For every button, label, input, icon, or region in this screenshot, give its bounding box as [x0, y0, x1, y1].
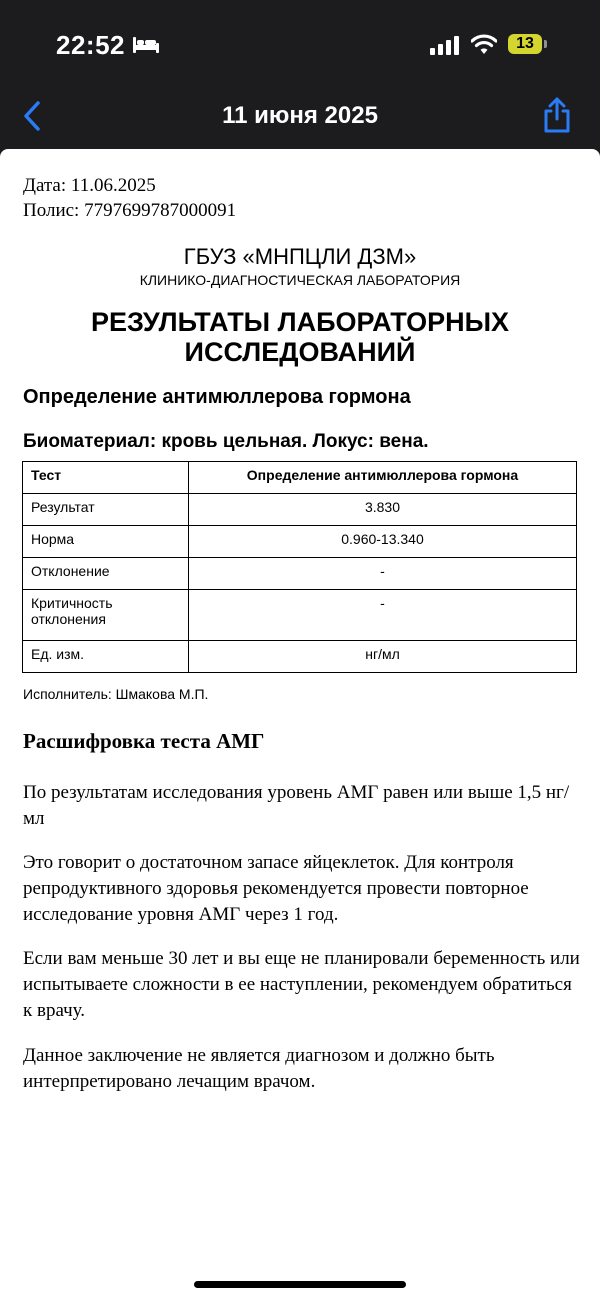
- share-button[interactable]: [538, 96, 576, 134]
- nav-bar: [0, 90, 600, 148]
- test-heading: Определение антимюллерова гормона: [23, 386, 411, 408]
- row-label: Норма: [23, 526, 189, 558]
- date-line: Дата: 11.06.2025: [23, 175, 156, 196]
- battery-level: 13: [516, 35, 534, 52]
- table-row: [23, 590, 577, 641]
- performer-line: Исполнитель: Шмакова М.П.: [23, 686, 209, 702]
- row-label: Результат: [23, 494, 189, 526]
- row-value: нг/мл: [189, 641, 577, 673]
- nav-title: 11 июня 2025: [222, 102, 378, 129]
- table-header-row: [23, 462, 577, 494]
- table-row: [23, 494, 577, 526]
- table-row: [23, 641, 577, 673]
- biomaterial-line: Биоматериал: кровь цельная. Локус: вена.: [23, 431, 429, 452]
- organization-name: ГБУЗ «МНПЦЛИ ДЗМ»: [183, 244, 417, 269]
- row-value: -: [189, 590, 577, 641]
- results-table: [22, 461, 577, 673]
- table-header-cell: Определение антимюллерова гормона: [189, 462, 577, 494]
- paragraph: Это говорит о достаточном запасе яйцеклеток. Для контроля репродуктивного здоровья рекомендуется провести повторное исследование уровня АМГ через 1 год.: [23, 852, 529, 925]
- battery-icon: [508, 34, 542, 54]
- paragraph: По результатам исследования уровень АМГ равен или выше 1,5 нг/мл: [23, 782, 570, 829]
- policy-line: Полис: 7797699787000091: [23, 200, 237, 221]
- paragraph: Данное заключение не является диагнозом и должно быть интерпретировано лечащим врачом.: [23, 1045, 495, 1092]
- sleep-bed-icon: [132, 36, 160, 54]
- status-bar: [0, 0, 600, 90]
- row-label: Отклонение: [23, 558, 189, 590]
- row-value: 0.960-13.340: [189, 526, 577, 558]
- document-page: [0, 149, 600, 1300]
- table-header-cell: Тест: [23, 462, 189, 494]
- home-indicator: [194, 1281, 406, 1288]
- document-meta: [23, 173, 236, 223]
- row-value: 3.830: [189, 494, 577, 526]
- table-row: [23, 558, 577, 590]
- row-value: -: [189, 558, 577, 590]
- cellular-signal-icon: [430, 35, 462, 55]
- status-time: 22:52: [56, 30, 125, 60]
- row-label: Критичность отклонения: [23, 590, 189, 641]
- document-title: РЕЗУЛЬТАТЫ ЛАБОРАТОРНЫХ ИССЛЕДОВАНИЙ: [90, 307, 510, 367]
- wifi-icon: [471, 33, 497, 55]
- decode-title: Расшифровка теста АМГ: [23, 729, 265, 753]
- table-row: [23, 526, 577, 558]
- row-label: Ед. изм.: [23, 641, 189, 673]
- organization-subtitle: КЛИНИКО-ДИАГНОСТИЧЕСКАЯ ЛАБОРАТОРИЯ: [139, 272, 461, 288]
- paragraph: Если вам меньше 30 лет и вы еще не планировали беременность или испытываете сложности в ее наступлении, рекомендуем обратиться к врачу.: [23, 948, 580, 1021]
- battery-cap: [544, 40, 547, 48]
